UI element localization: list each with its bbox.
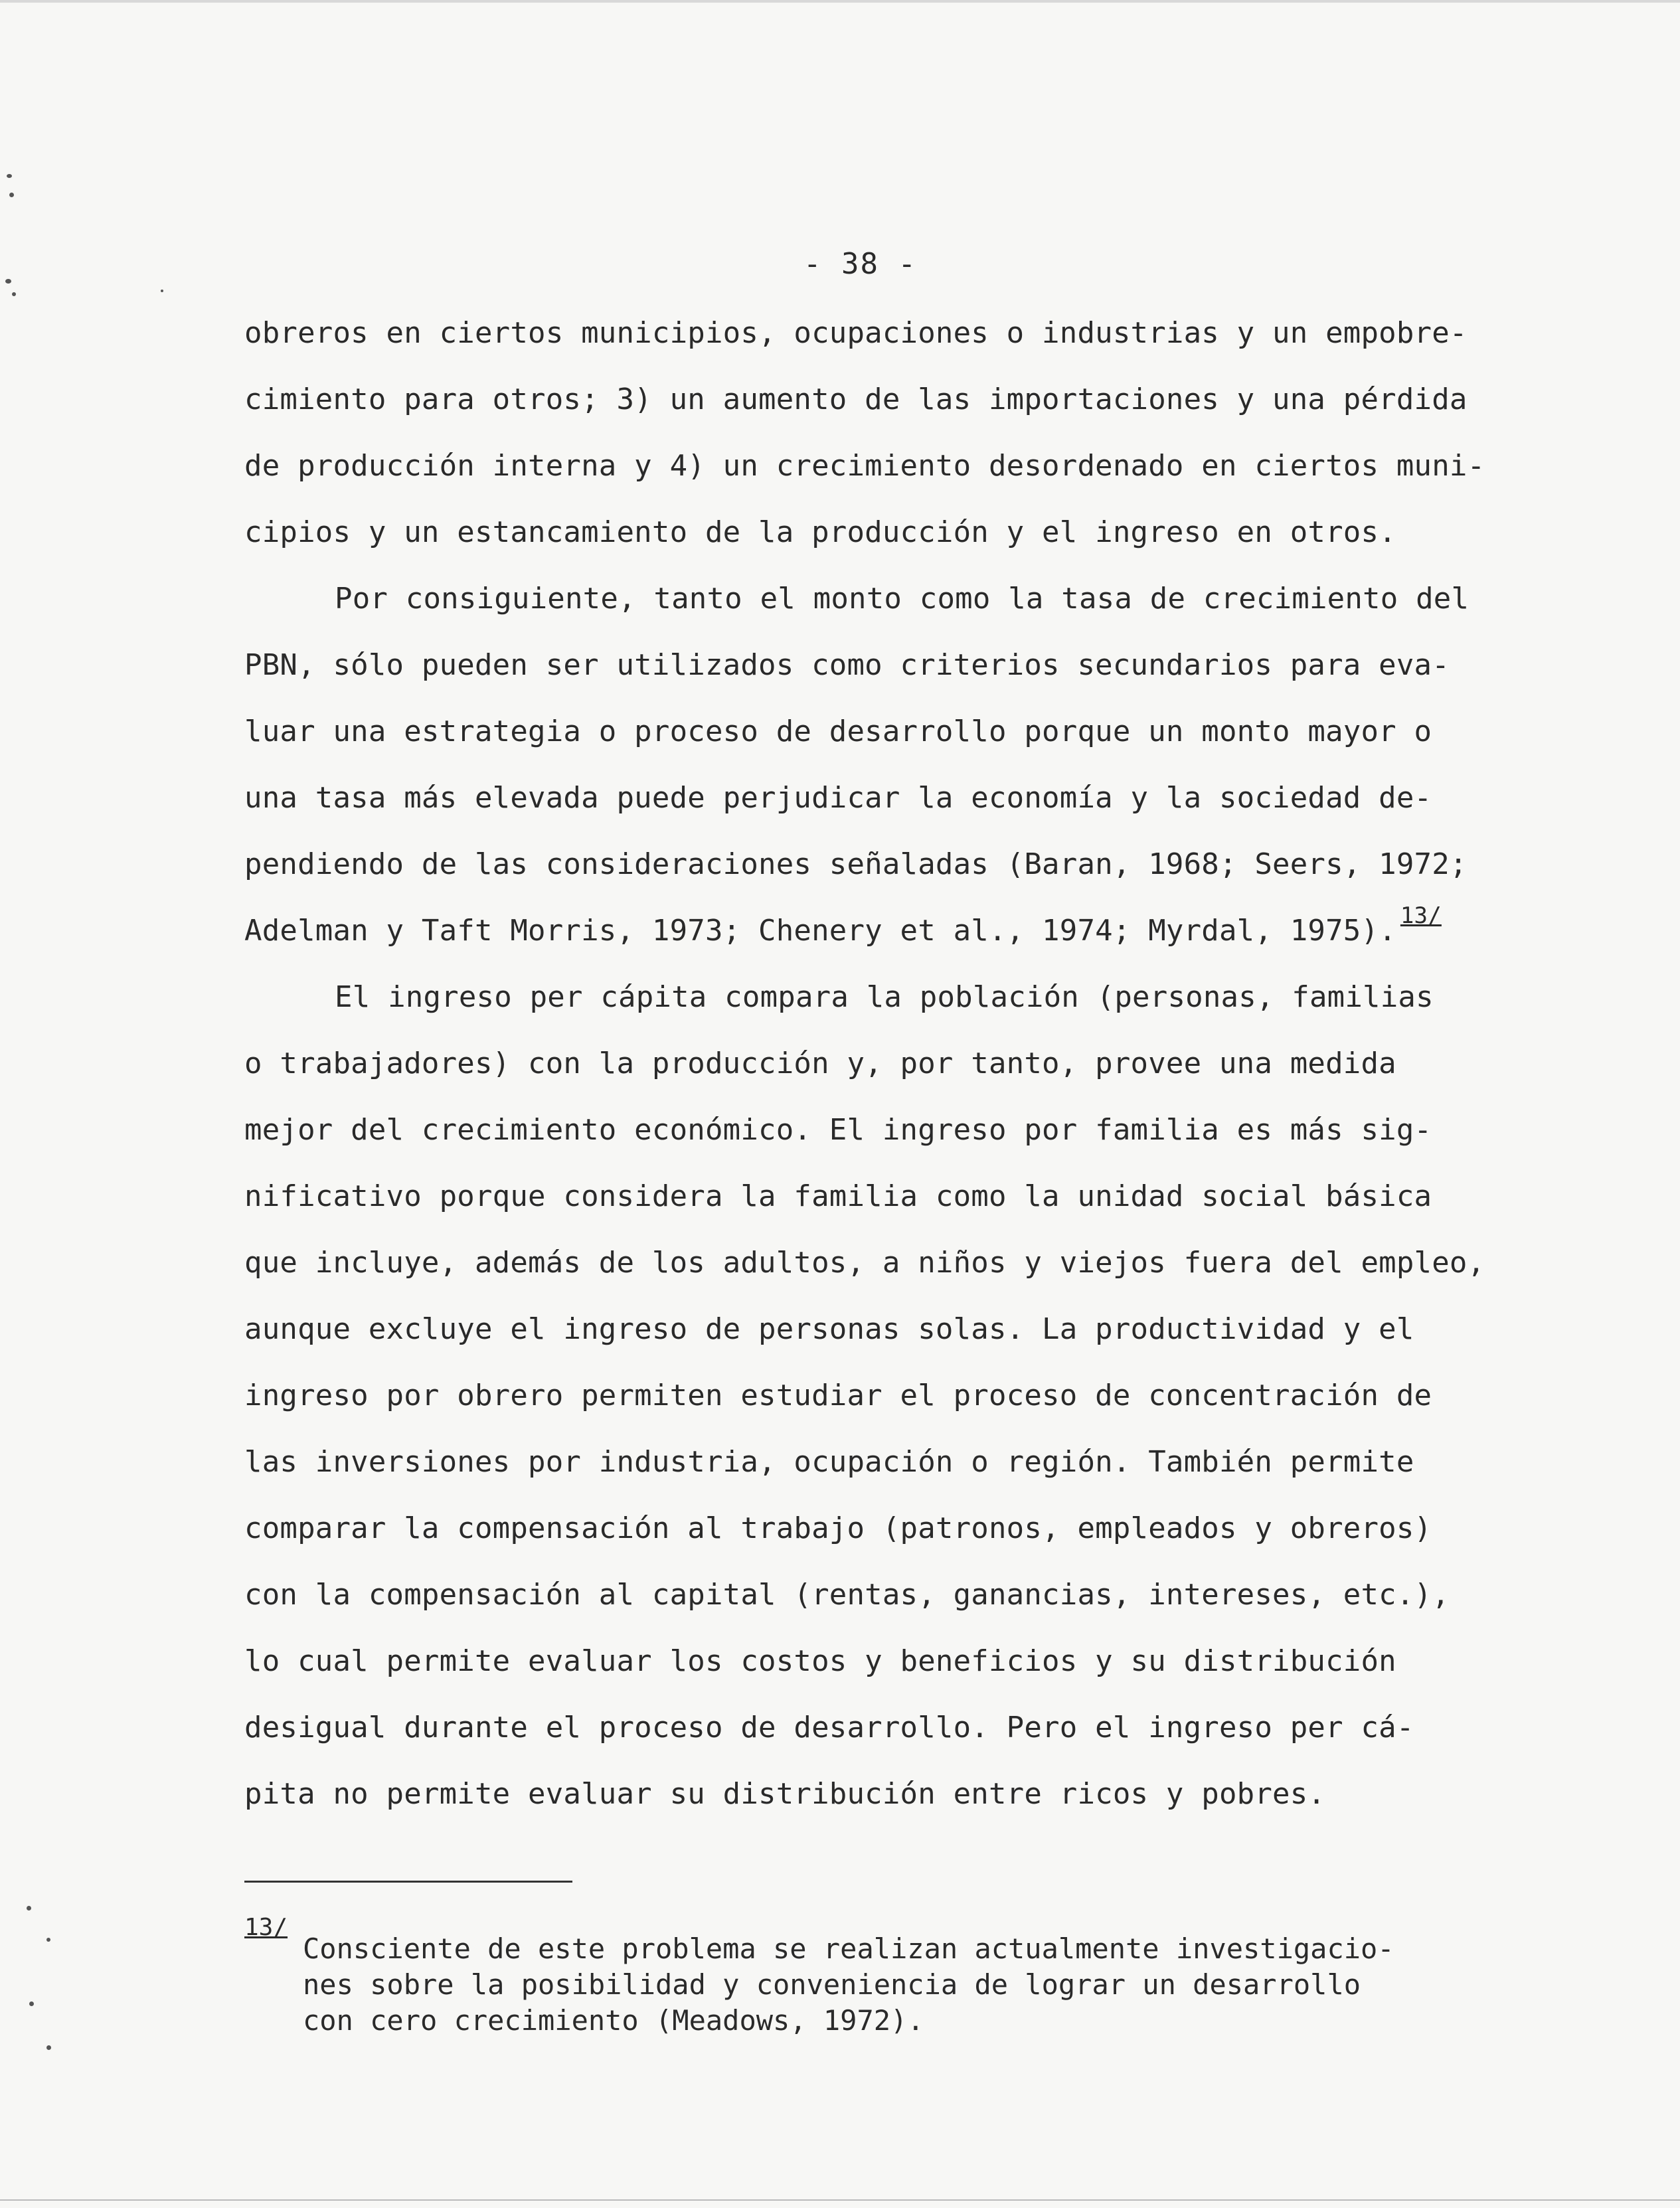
scan-speck — [46, 1938, 50, 1942]
page-number: - 38 - — [803, 247, 917, 281]
footnote-reference: 13/ — [1400, 902, 1442, 929]
text-line: de producción interna y 4) un crecimiento desordenado en ciertos muni- — [244, 449, 1485, 483]
scan-speck — [46, 2045, 51, 2050]
top-edge — [0, 0, 1680, 3]
text-line: nificativo porque considera la familia como la unidad social básica — [244, 1179, 1432, 1213]
text-line: lo cual permite evaluar los costos y beneficios y su distribución — [244, 1644, 1396, 1678]
bottom-edge — [0, 2199, 1680, 2201]
text-line: luar una estrategia o proceso de desarrollo porque un monto mayor o — [244, 715, 1432, 748]
scan-speck — [9, 193, 14, 197]
text-line: cimiento para otros; 3) un aumento de las importaciones y una pérdida — [244, 382, 1468, 416]
scan-speck — [161, 290, 163, 292]
text-line: Por consiguiente, tanto el monto como la tasa de crecimiento del — [335, 582, 1470, 616]
footnote-line: nes sobre la posibilidad y conveniencia de lograr un desarrollo — [303, 1968, 1361, 2001]
text-line: mejor del crecimiento económico. El ingreso por familia es más sig- — [244, 1113, 1432, 1147]
text-line: que incluye, además de los adultos, a niños y viejos fuera del empleo, — [244, 1246, 1485, 1280]
body-text — [244, 312, 1513, 1839]
footnote-line: con cero crecimiento (Meadows, 1972). — [303, 2004, 924, 2037]
scan-speck — [7, 174, 12, 178]
scan-speck — [5, 279, 11, 284]
text-line: aunque excluye el ingreso de personas solas. La productividad y el — [244, 1312, 1414, 1346]
footnote-separator — [244, 1881, 572, 1883]
text-line: El ingreso per cápita compara la población (personas, familias — [335, 980, 1434, 1014]
text-line: desigual durante el proceso de desarrollo. Pero el ingreso per cá- — [244, 1711, 1414, 1744]
scan-speck — [27, 1906, 31, 1911]
text-line: cipios y un estancamiento de la producción y el ingreso en otros. — [244, 515, 1396, 549]
text-line: con la compensación al capital (rentas, ganancias, intereses, etc.), — [244, 1578, 1450, 1612]
text-line: comparar la compensación al trabajo (patronos, empleados y obreros) — [244, 1511, 1432, 1545]
footnote — [244, 1914, 1506, 2039]
text-line: pita no permite evaluar su distribución entre ricos y pobres. — [244, 1777, 1326, 1811]
text-line: pendiendo de las consideraciones señaladas (Baran, 1968; Seers, 1972; — [244, 847, 1468, 881]
text-line: las inversiones por industria, ocupación o región. También permite — [244, 1445, 1414, 1479]
text-line: Adelman y Taft Morris, 1973; Chenery et al., 1974; Myrdal, 1975). — [244, 914, 1396, 948]
footnote-marker: 13/ — [244, 1914, 288, 1941]
text-line: una tasa más elevada puede perjudicar la economía y la sociedad de- — [244, 781, 1432, 815]
text-line: o trabajadores) con la producción y, por tanto, provee una medida — [244, 1047, 1396, 1080]
scan-speck — [12, 292, 16, 296]
footnote-line: Consciente de este problema se realizan actualmente investigacio- — [303, 1932, 1394, 1965]
text-line: PBN, sólo pueden ser utilizados como criterios secundarios para eva- — [244, 648, 1450, 682]
text-line-with-footnote-ref — [244, 902, 1513, 976]
scan-speck — [29, 2001, 34, 2006]
text-line: ingreso por obrero permiten estudiar el proceso de concentración de — [244, 1379, 1432, 1412]
text-line: obreros en ciertos municipios, ocupaciones o industrias y un empobre- — [244, 316, 1468, 350]
